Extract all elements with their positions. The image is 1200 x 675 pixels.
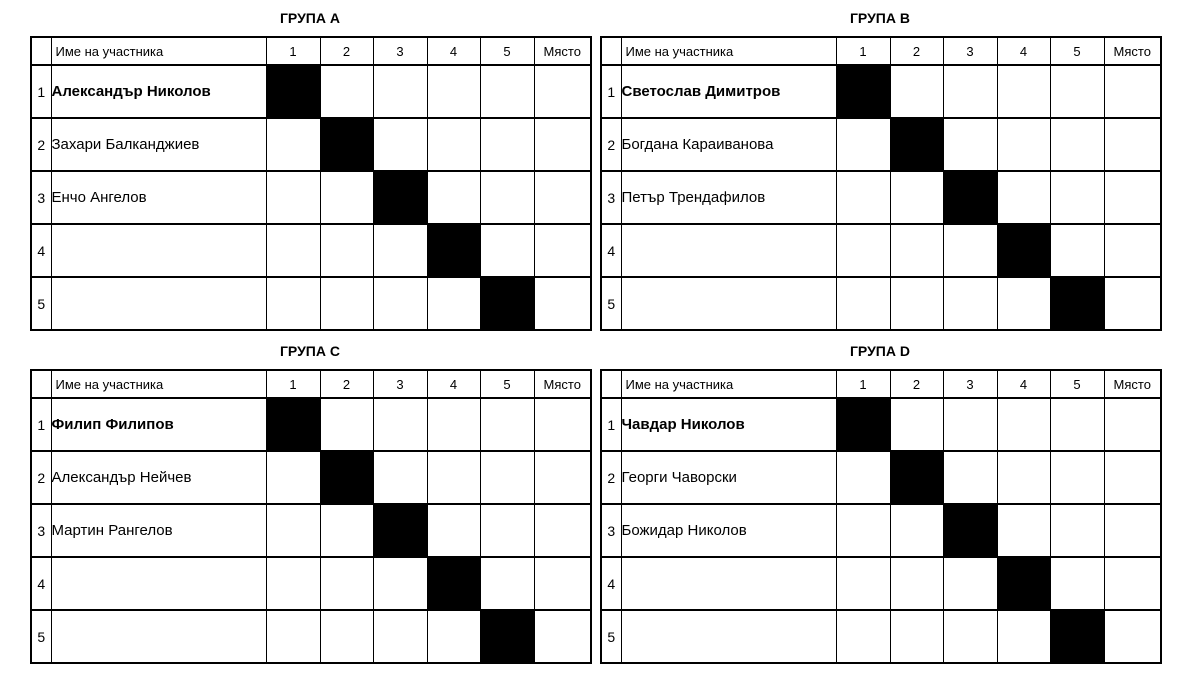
self-match-cell [266, 65, 320, 118]
self-match-cell [890, 451, 943, 504]
place-cell[interactable] [1104, 65, 1161, 118]
score-cell[interactable] [266, 277, 320, 330]
group-a-table [30, 36, 592, 331]
table-row [601, 171, 1161, 224]
row-number: 1 [31, 65, 51, 118]
player-name [51, 224, 266, 277]
score-cell[interactable] [836, 504, 890, 557]
score-cell[interactable] [890, 504, 943, 557]
header-col-5: 5 [1050, 370, 1104, 398]
score-cell[interactable] [320, 557, 373, 610]
score-cell[interactable] [427, 451, 480, 504]
place-cell[interactable] [534, 398, 591, 451]
score-cell[interactable] [373, 451, 427, 504]
group-title: ГРУПА А [280, 10, 340, 26]
self-match-cell [997, 557, 1050, 610]
score-cell[interactable] [427, 398, 480, 451]
self-match-cell [427, 224, 480, 277]
player-name: Богдана Караиванова [621, 118, 836, 171]
score-cell[interactable] [427, 65, 480, 118]
score-cell[interactable] [836, 277, 890, 330]
score-cell[interactable] [320, 504, 373, 557]
score-cell[interactable] [266, 610, 320, 663]
score-cell[interactable] [480, 557, 534, 610]
score-cell[interactable] [427, 171, 480, 224]
player-name: Филип Филипов [51, 398, 266, 451]
score-cell[interactable] [890, 398, 943, 451]
table-row [601, 451, 1161, 504]
row-number: 5 [601, 610, 621, 663]
header-col-2: 2 [320, 370, 373, 398]
self-match-cell [266, 398, 320, 451]
row-number: 5 [31, 277, 51, 330]
header-place: Място [534, 370, 591, 398]
score-cell[interactable] [836, 610, 890, 663]
player-name: Александър Николов [51, 65, 266, 118]
score-cell[interactable] [266, 171, 320, 224]
score-cell[interactable] [890, 557, 943, 610]
table-row [31, 118, 591, 171]
self-match-cell [320, 451, 373, 504]
row-number: 4 [31, 557, 51, 610]
score-cell[interactable] [943, 398, 997, 451]
player-name [621, 224, 836, 277]
self-match-cell [427, 557, 480, 610]
header-place: Място [534, 37, 591, 65]
score-cell[interactable] [890, 277, 943, 330]
score-cell[interactable] [1050, 398, 1104, 451]
score-cell[interactable] [320, 610, 373, 663]
score-cell[interactable] [480, 451, 534, 504]
score-cell[interactable] [373, 398, 427, 451]
header-col-2: 2 [890, 370, 943, 398]
player-name [51, 277, 266, 330]
score-cell[interactable] [266, 118, 320, 171]
row-number: 4 [31, 224, 51, 277]
table-header-row [31, 37, 591, 65]
score-cell[interactable] [997, 171, 1050, 224]
header-place: Място [1104, 370, 1161, 398]
score-cell[interactable] [943, 224, 997, 277]
header-col-4: 4 [997, 37, 1050, 65]
player-name: Енчо Ангелов [51, 171, 266, 224]
table-row [31, 398, 591, 451]
table-row [31, 224, 591, 277]
header-col-3: 3 [373, 370, 427, 398]
header-col-3: 3 [943, 37, 997, 65]
header-index-cell [601, 370, 621, 398]
table-header-row [601, 37, 1161, 65]
place-cell[interactable] [534, 65, 591, 118]
score-cell[interactable] [890, 224, 943, 277]
score-cell[interactable] [320, 65, 373, 118]
self-match-cell [836, 398, 890, 451]
score-cell[interactable] [1050, 118, 1104, 171]
header-col-5: 5 [1050, 37, 1104, 65]
score-cell[interactable] [1050, 224, 1104, 277]
table-row [31, 610, 591, 663]
row-number: 3 [31, 504, 51, 557]
score-cell[interactable] [266, 557, 320, 610]
score-cell[interactable] [480, 118, 534, 171]
score-cell[interactable] [943, 65, 997, 118]
player-name [621, 610, 836, 663]
group-title: ГРУПА D [850, 343, 910, 359]
group-b-table [600, 36, 1162, 331]
score-cell[interactable] [943, 277, 997, 330]
player-name: Божидар Николов [621, 504, 836, 557]
score-cell[interactable] [836, 557, 890, 610]
header-index-cell [31, 37, 51, 65]
group-c-table [30, 369, 592, 664]
header-col-1: 1 [836, 370, 890, 398]
score-cell[interactable] [997, 610, 1050, 663]
score-cell[interactable] [997, 118, 1050, 171]
player-name: Георги Чаворски [621, 451, 836, 504]
score-cell[interactable] [320, 398, 373, 451]
row-number: 1 [31, 398, 51, 451]
row-number: 2 [31, 451, 51, 504]
score-cell[interactable] [373, 118, 427, 171]
table-row [31, 65, 591, 118]
place-cell[interactable] [1104, 557, 1161, 610]
header-col-4: 4 [997, 370, 1050, 398]
self-match-cell [373, 171, 427, 224]
place-cell[interactable] [534, 557, 591, 610]
row-number: 3 [601, 171, 621, 224]
player-name: Светослав Димитров [621, 65, 836, 118]
player-name: Александър Нейчев [51, 451, 266, 504]
header-col-2: 2 [320, 37, 373, 65]
self-match-cell [943, 171, 997, 224]
place-cell[interactable] [1104, 277, 1161, 330]
place-cell[interactable] [534, 171, 591, 224]
header-place: Място [1104, 37, 1161, 65]
table-header-row [601, 370, 1161, 398]
player-name: Петър Трендафилов [621, 171, 836, 224]
score-cell[interactable] [266, 224, 320, 277]
header-name: Име на участника [621, 37, 836, 65]
row-number: 5 [31, 610, 51, 663]
score-cell[interactable] [480, 171, 534, 224]
score-cell[interactable] [480, 398, 534, 451]
score-cell[interactable] [373, 557, 427, 610]
place-cell[interactable] [534, 610, 591, 663]
score-cell[interactable] [943, 118, 997, 171]
header-index-cell [31, 370, 51, 398]
score-cell[interactable] [427, 610, 480, 663]
score-cell[interactable] [266, 504, 320, 557]
table-row [31, 557, 591, 610]
table-row [601, 65, 1161, 118]
header-col-2: 2 [890, 37, 943, 65]
score-cell[interactable] [373, 610, 427, 663]
player-name: Чавдар Николов [621, 398, 836, 451]
row-number: 2 [31, 118, 51, 171]
place-cell[interactable] [1104, 398, 1161, 451]
self-match-cell [320, 118, 373, 171]
player-name [51, 557, 266, 610]
place-cell[interactable] [534, 224, 591, 277]
table-row [31, 171, 591, 224]
row-number: 4 [601, 557, 621, 610]
row-number: 2 [601, 118, 621, 171]
score-cell[interactable] [943, 610, 997, 663]
row-number: 3 [601, 504, 621, 557]
header-name: Име на участника [621, 370, 836, 398]
row-number: 5 [601, 277, 621, 330]
place-cell[interactable] [1104, 224, 1161, 277]
header-col-4: 4 [427, 370, 480, 398]
table-row [31, 277, 591, 330]
score-cell[interactable] [836, 171, 890, 224]
score-cell[interactable] [480, 224, 534, 277]
score-cell[interactable] [997, 277, 1050, 330]
table-row [601, 118, 1161, 171]
header-col-1: 1 [266, 37, 320, 65]
score-cell[interactable] [890, 171, 943, 224]
score-cell[interactable] [266, 451, 320, 504]
place-cell[interactable] [534, 277, 591, 330]
score-cell[interactable] [1050, 557, 1104, 610]
score-cell[interactable] [1050, 451, 1104, 504]
table-row [31, 504, 591, 557]
self-match-cell [1050, 610, 1104, 663]
self-match-cell [1050, 277, 1104, 330]
score-cell[interactable] [373, 277, 427, 330]
score-cell[interactable] [997, 451, 1050, 504]
group-title: ГРУПА С [280, 343, 340, 359]
score-cell[interactable] [890, 610, 943, 663]
table-row [601, 398, 1161, 451]
score-cell[interactable] [373, 65, 427, 118]
row-number: 1 [601, 398, 621, 451]
score-cell[interactable] [320, 224, 373, 277]
score-cell[interactable] [943, 557, 997, 610]
place-cell[interactable] [1104, 118, 1161, 171]
row-number: 3 [31, 171, 51, 224]
player-name [621, 557, 836, 610]
header-name: Име на участника [51, 370, 266, 398]
score-cell[interactable] [836, 118, 890, 171]
table-row [601, 224, 1161, 277]
place-cell[interactable] [534, 118, 591, 171]
score-cell[interactable] [836, 451, 890, 504]
score-cell[interactable] [1050, 65, 1104, 118]
score-cell[interactable] [890, 65, 943, 118]
self-match-cell [373, 504, 427, 557]
score-cell[interactable] [427, 118, 480, 171]
row-number: 2 [601, 451, 621, 504]
table-row [601, 610, 1161, 663]
place-cell[interactable] [534, 451, 591, 504]
header-col-5: 5 [480, 37, 534, 65]
place-cell[interactable] [1104, 451, 1161, 504]
header-name: Име на участника [51, 37, 266, 65]
score-cell[interactable] [836, 224, 890, 277]
place-cell[interactable] [1104, 171, 1161, 224]
header-col-5: 5 [480, 370, 534, 398]
self-match-cell [836, 65, 890, 118]
score-cell[interactable] [1050, 171, 1104, 224]
table-row [31, 451, 591, 504]
score-cell[interactable] [320, 277, 373, 330]
header-col-4: 4 [427, 37, 480, 65]
place-cell[interactable] [1104, 504, 1161, 557]
group-title: ГРУПА В [850, 10, 910, 26]
self-match-cell [480, 277, 534, 330]
score-cell[interactable] [480, 504, 534, 557]
score-cell[interactable] [427, 277, 480, 330]
score-cell[interactable] [997, 65, 1050, 118]
score-cell[interactable] [480, 65, 534, 118]
header-col-1: 1 [266, 370, 320, 398]
self-match-cell [890, 118, 943, 171]
table-row [601, 557, 1161, 610]
place-cell[interactable] [534, 504, 591, 557]
header-index-cell [601, 37, 621, 65]
row-number: 1 [601, 65, 621, 118]
table-header-row [31, 370, 591, 398]
row-number: 4 [601, 224, 621, 277]
self-match-cell [997, 224, 1050, 277]
group-d-table [600, 369, 1162, 664]
header-col-3: 3 [943, 370, 997, 398]
header-col-1: 1 [836, 37, 890, 65]
score-cell[interactable] [997, 504, 1050, 557]
self-match-cell [480, 610, 534, 663]
self-match-cell [943, 504, 997, 557]
player-name: Захари Балканджиев [51, 118, 266, 171]
score-cell[interactable] [943, 451, 997, 504]
table-row [601, 277, 1161, 330]
score-cell[interactable] [427, 504, 480, 557]
table-row [601, 504, 1161, 557]
player-name: Мартин Рангелов [51, 504, 266, 557]
player-name [51, 610, 266, 663]
place-cell[interactable] [1104, 610, 1161, 663]
score-cell[interactable] [997, 398, 1050, 451]
score-cell[interactable] [320, 171, 373, 224]
score-cell[interactable] [373, 224, 427, 277]
player-name [621, 277, 836, 330]
score-cell[interactable] [1050, 504, 1104, 557]
header-col-3: 3 [373, 37, 427, 65]
